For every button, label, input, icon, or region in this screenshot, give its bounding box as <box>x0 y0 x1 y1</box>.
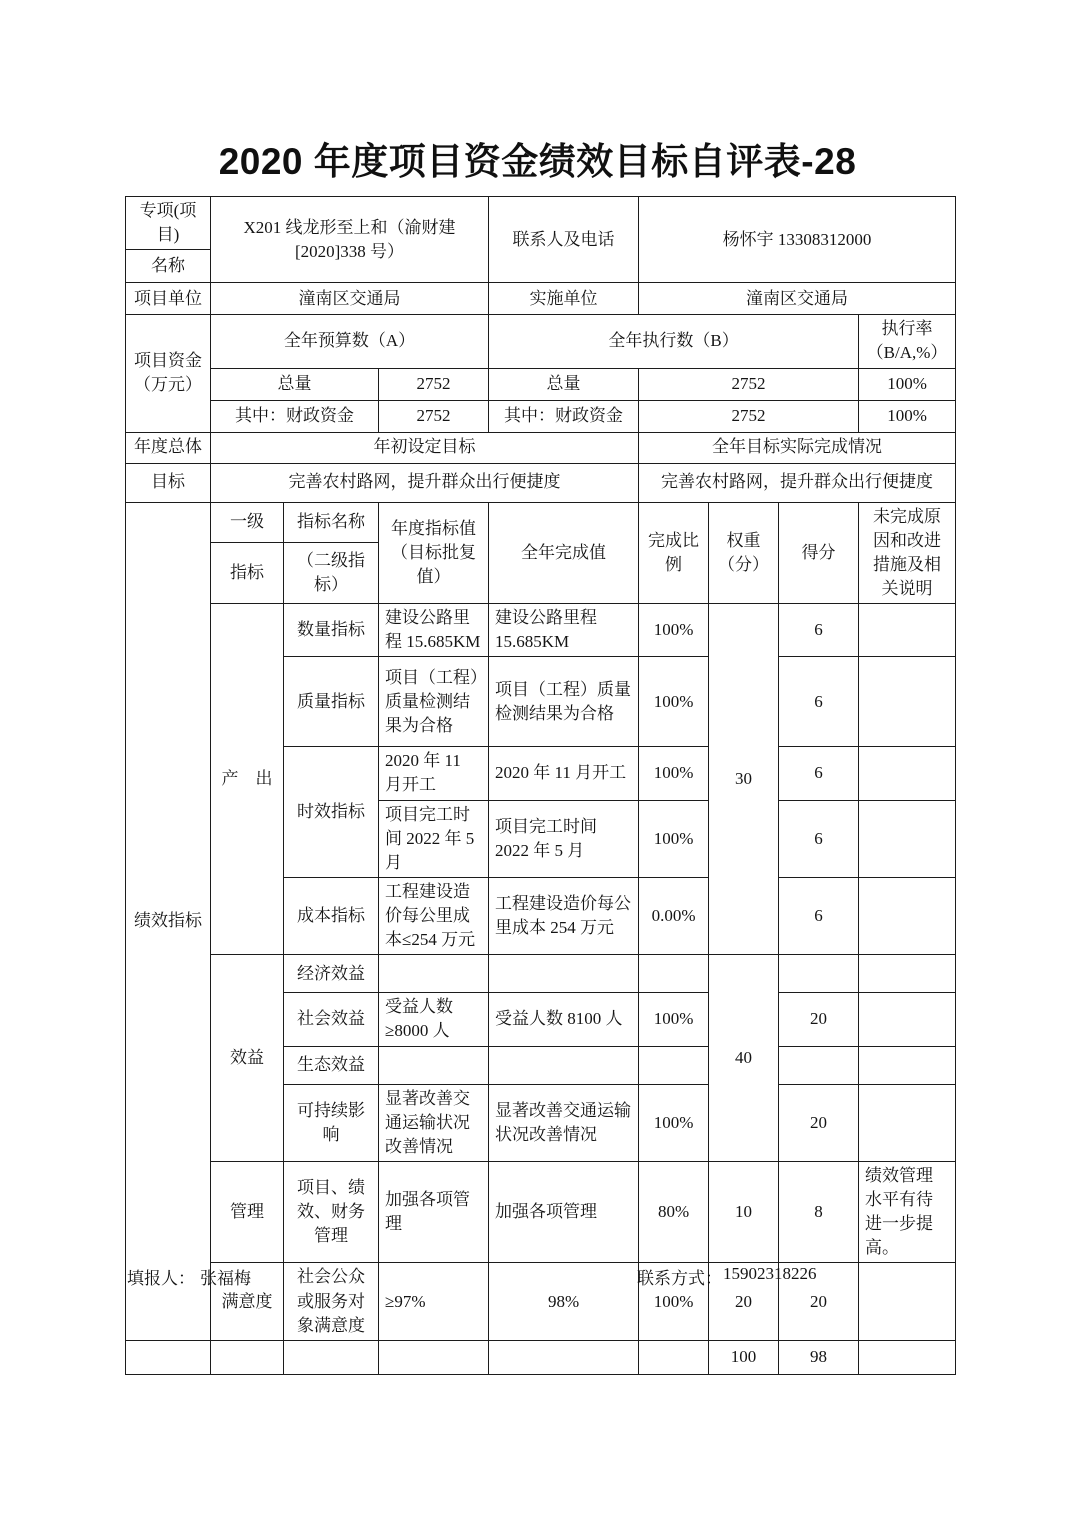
header-ratio-cell: 完成比例 <box>639 502 709 604</box>
quantity-remark-cell <box>859 604 956 657</box>
totals-empty-col6-cell <box>639 1340 709 1374</box>
quantity-target-cell: 建设公路里程 15.685KM <box>379 604 489 657</box>
project-unit-value-cell: 潼南区交通局 <box>211 283 489 315</box>
header-target-cell: 年度指标值（目标批复值） <box>379 502 489 604</box>
time1-remark-cell <box>859 747 956 800</box>
header-level1-top-cell: 一级 <box>211 502 284 543</box>
quality-target-cell: 项目（工程）质量检测结果为合格 <box>379 657 489 747</box>
impl-unit-label-cell: 实施单位 <box>489 283 639 315</box>
totals-score-cell: 98 <box>779 1340 859 1374</box>
time1-score-cell: 6 <box>779 747 859 800</box>
exec-header-cell: 全年执行数（B） <box>489 315 859 368</box>
quality-score-cell: 6 <box>779 657 859 747</box>
manage-remark-cell: 绩效管理水平有待进一步提高。 <box>859 1161 956 1263</box>
table-row <box>126 1161 956 1263</box>
cost-remark-cell <box>859 877 956 954</box>
social-remark-cell <box>859 993 956 1046</box>
group-output-cell: 产 出 <box>211 604 284 955</box>
self-evaluation-table <box>125 196 956 1375</box>
table-row <box>126 463 956 502</box>
quality-done-cell: 项目（工程）质量检测结果为合格 <box>489 657 639 747</box>
fiscal-label-cell: 其中：财政资金 <box>211 400 379 432</box>
time2-ratio-cell: 100% <box>639 800 709 877</box>
goal-initial-value-cell: 完善农村路网，提升群众出行便捷度 <box>211 463 639 502</box>
table-row <box>126 502 956 543</box>
sustain-score-cell: 20 <box>779 1084 859 1161</box>
header-level1-bottom-cell: 指标 <box>211 543 284 604</box>
time1-ratio-cell: 100% <box>639 747 709 800</box>
cost-name-cell: 成本指标 <box>284 877 379 954</box>
filler-name: 张福梅 <box>200 1269 251 1288</box>
ecology-remark-cell <box>859 1046 956 1084</box>
economic-ratio-cell <box>639 955 709 993</box>
goal-initial-header-cell: 年初设定目标 <box>211 432 639 463</box>
goal-actual-value-cell: 完善农村路网，提升群众出行便捷度 <box>639 463 956 502</box>
goal-actual-header-cell: 全年目标实际完成情况 <box>639 432 956 463</box>
table-row <box>126 432 956 463</box>
totals-empty-col3-cell <box>284 1340 379 1374</box>
sustain-ratio-cell: 100% <box>639 1084 709 1161</box>
sustain-name-cell: 可持续影响 <box>284 1084 379 1161</box>
cost-target-cell: 工程建设造价每公里成本≤254 万元 <box>379 877 489 954</box>
total-label2-cell: 总量 <box>489 368 639 400</box>
sustain-remark-cell <box>859 1084 956 1161</box>
table-row <box>126 1340 956 1374</box>
header-weight-cell: 权重（分） <box>709 502 779 604</box>
perf-section-label-cell: 绩效指标 <box>126 502 211 1340</box>
time2-remark-cell <box>859 800 956 877</box>
output-weight-cell: 30 <box>709 604 779 955</box>
goal-label1-cell: 年度总体 <box>126 432 211 463</box>
ecology-done-cell <box>489 1046 639 1084</box>
social-target-cell: 受益人数≥8000 人 <box>379 993 489 1046</box>
budget-header-cell: 全年预算数（A） <box>211 315 489 368</box>
benefit-weight-cell: 40 <box>709 955 779 1162</box>
table-row <box>126 368 956 400</box>
goal-label2-cell: 目标 <box>126 463 211 502</box>
table-row <box>126 400 956 432</box>
time1-target-cell: 2020 年 11 月开工 <box>379 747 489 800</box>
satisfy-ratio-cell: 100% <box>639 1263 709 1340</box>
time1-done-cell: 2020 年 11 月开工 <box>489 747 639 800</box>
economic-done-cell <box>489 955 639 993</box>
sustain-done-cell: 显著改善交通运输状况改善情况 <box>489 1084 639 1161</box>
totals-empty-col2-cell <box>211 1340 284 1374</box>
contact-value-cell: 杨怀宇 13308312000 <box>639 197 956 283</box>
economic-name-cell: 经济效益 <box>284 955 379 993</box>
fiscal-budget-cell: 2752 <box>379 400 489 432</box>
quality-remark-cell <box>859 657 956 747</box>
total-rate-cell: 100% <box>859 368 956 400</box>
cost-score-cell: 6 <box>779 877 859 954</box>
group-manage-cell: 管理 <box>211 1161 284 1263</box>
manage-ratio-cell: 80% <box>639 1161 709 1263</box>
totals-empty-col4-cell <box>379 1340 489 1374</box>
economic-target-cell <box>379 955 489 993</box>
cost-done-cell: 工程建设造价每公里成本 254 万元 <box>489 877 639 954</box>
fiscal-exec-cell: 2752 <box>639 400 859 432</box>
table-row <box>126 315 956 368</box>
page-title: 2020 年度项目资金绩效目标自评表-28 <box>218 141 857 182</box>
social-name-cell: 社会效益 <box>284 993 379 1046</box>
quantity-ratio-cell: 100% <box>639 604 709 657</box>
ecology-score-cell <box>779 1046 859 1084</box>
contact-label-cell: 联系人及电话 <box>489 197 639 283</box>
name-label-cell: 名称 <box>126 250 211 283</box>
totals-empty-col9-cell <box>859 1340 956 1374</box>
header-score-cell: 得分 <box>779 502 859 604</box>
table-row <box>126 283 956 315</box>
manage-weight-cell: 10 <box>709 1161 779 1263</box>
header-remark-cell: 未完成原因和改进措施及相关说明 <box>859 502 956 604</box>
project-unit-label-cell: 项目单位 <box>126 283 211 315</box>
fiscal-label2-cell: 其中：财政资金 <box>489 400 639 432</box>
table-row <box>126 955 956 993</box>
fiscal-rate-cell: 100% <box>859 400 956 432</box>
impl-unit-value-cell: 潼南区交通局 <box>639 283 956 315</box>
group-satisfy-cell: 满意度 <box>211 1263 284 1340</box>
totals-weight-cell: 100 <box>709 1340 779 1374</box>
total-label-cell: 总量 <box>211 368 379 400</box>
satisfy-done-cell: 98% <box>489 1263 639 1340</box>
time2-score-cell: 6 <box>779 800 859 877</box>
ecology-name-cell: 生态效益 <box>284 1046 379 1084</box>
time2-done-cell: 项目完工时间 2022 年 5 月 <box>489 800 639 877</box>
manage-name-cell: 项目、绩效、财务管理 <box>284 1161 379 1263</box>
project-label-cell: 专项(项目) <box>126 197 211 250</box>
quality-name-cell: 质量指标 <box>284 657 379 747</box>
time2-target-cell: 项目完工时间 2022 年 5 月 <box>379 800 489 877</box>
footer-contact-label: 联系方式： <box>637 1269 722 1288</box>
footer-contact-value: 15902318226 <box>723 1264 817 1283</box>
social-score-cell: 20 <box>779 993 859 1046</box>
header-done-cell: 全年完成值 <box>489 502 639 604</box>
satisfy-name-cell: 社会公众或服务对象满意度 <box>284 1263 379 1340</box>
ecology-ratio-cell <box>639 1046 709 1084</box>
social-ratio-cell: 100% <box>639 993 709 1046</box>
sustain-target-cell: 显著改善交通运输状况改善情况 <box>379 1084 489 1161</box>
satisfy-target-cell: ≥97% <box>379 1263 489 1340</box>
quality-ratio-cell: 100% <box>639 657 709 747</box>
funds-label-cell: 项目资金（万元） <box>126 315 211 432</box>
quantity-done-cell: 建设公路里程 15.685KM <box>489 604 639 657</box>
table-row <box>126 197 956 250</box>
totals-empty-col1-cell <box>126 1340 211 1374</box>
quantity-name-cell: 数量指标 <box>284 604 379 657</box>
social-done-cell: 受益人数 8100 人 <box>489 993 639 1046</box>
economic-remark-cell <box>859 955 956 993</box>
header-name-top-cell: 指标名称 <box>284 502 379 543</box>
ecology-target-cell <box>379 1046 489 1084</box>
total-budget-cell: 2752 <box>379 368 489 400</box>
filler-label: 填报人： <box>127 1269 195 1288</box>
table-row <box>126 604 956 657</box>
header-name-bottom-cell: （二级指标） <box>284 543 379 604</box>
cost-ratio-cell: 0.00% <box>639 877 709 954</box>
manage-done-cell: 加强各项管理 <box>489 1161 639 1263</box>
satisfy-score-cell: 20 <box>779 1263 859 1340</box>
satisfy-weight-cell: 20 <box>709 1263 779 1340</box>
rate-header-cell: 执行率（B/A,%） <box>859 315 956 368</box>
time-name-cell: 时效指标 <box>284 747 379 878</box>
quantity-score-cell: 6 <box>779 604 859 657</box>
manage-target-cell: 加强各项管理 <box>379 1161 489 1263</box>
satisfy-remark-cell <box>859 1263 956 1340</box>
economic-score-cell <box>779 955 859 993</box>
totals-empty-col5-cell <box>489 1340 639 1374</box>
total-exec-cell: 2752 <box>639 368 859 400</box>
project-name-cell: X201 线龙形至上和（渝财建[2020]338 号） <box>211 197 489 283</box>
manage-score-cell: 8 <box>779 1161 859 1263</box>
group-benefit-cell: 效益 <box>211 955 284 1162</box>
